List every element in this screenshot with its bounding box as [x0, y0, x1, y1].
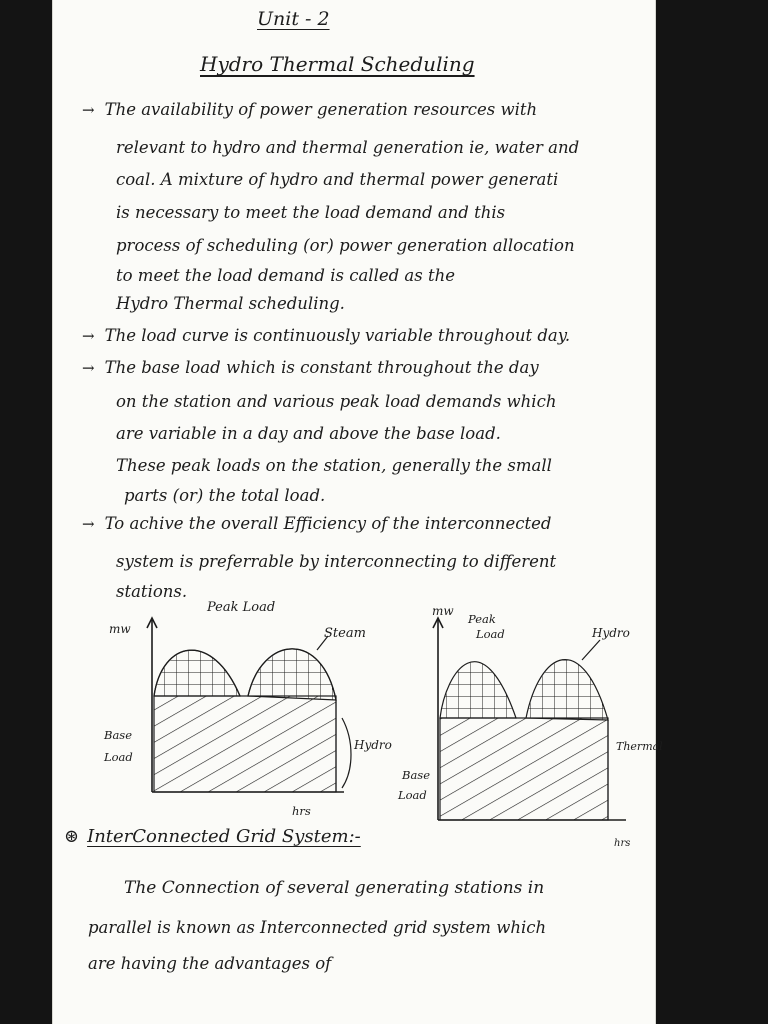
section-marker-icon: ⊛: [64, 826, 80, 847]
text-line: → The load curve is continuously variable throughout day.: [82, 326, 571, 345]
text-line: coal. A mixture of hydro and thermal power generati: [116, 170, 559, 189]
text-line: are having the advantages of: [88, 954, 332, 973]
text-line: process of scheduling (or) power generation allocation: [116, 236, 575, 255]
base-label: Base: [104, 728, 133, 742]
base-load-area: [154, 696, 336, 792]
text-line: to meet the load demand is called as the: [116, 266, 455, 285]
text-line: parallel is known as Interconnected grid system which: [88, 918, 547, 937]
load-curve-diagram-left: [92, 600, 432, 820]
bullet-arrow-icon: →: [82, 101, 95, 119]
y-axis-label: mw: [109, 622, 131, 636]
text-line: relevant to hydro and thermal generation ie, water and: [116, 138, 580, 157]
base-label: Base: [402, 768, 431, 782]
steam-label: Steam: [324, 626, 366, 641]
x-axis-label: hrs: [614, 838, 631, 849]
peak-label: Peak: [468, 612, 496, 626]
notebook-page: [52, 0, 663, 1024]
peak-load-label: Peak Load: [207, 600, 276, 615]
page-title: Hydro Thermal Scheduling: [200, 52, 475, 76]
text-line: are variable in a day and above the base load.: [116, 424, 501, 443]
peak-load-label: Load: [476, 627, 505, 641]
load-label: Load: [398, 788, 427, 802]
text-line: → The base load which is constant throughout the day: [82, 358, 539, 377]
text-line: Hydro Thermal scheduling.: [116, 294, 345, 313]
text-line: stations.: [116, 582, 188, 601]
text-line: → The availability of power generation resources with: [82, 100, 538, 119]
bullet-arrow-icon: →: [82, 515, 95, 533]
text-line: → To achive the overall Efficiency of the interconnected: [82, 514, 552, 533]
text-line: These peak loads on the station, generally the small: [116, 456, 552, 475]
text-line: system is preferrable by interconnecting to different: [116, 552, 557, 571]
x-axis-label: hrs: [292, 804, 311, 818]
text-line: on the station and various peak load demands which: [116, 392, 557, 411]
hydro-label: Hydro: [592, 626, 630, 640]
text-line: The Connection of several generating stations in: [124, 878, 545, 898]
section-heading: ⊛ InterConnected Grid System:-: [64, 826, 361, 847]
bullet-arrow-icon: →: [82, 359, 95, 377]
y-axis-label: mw: [432, 604, 454, 618]
text-line: parts (or) the total load.: [124, 486, 326, 505]
text-line: is necessary to meet the load demand and this: [116, 203, 506, 222]
bullet-arrow-icon: →: [82, 327, 95, 345]
load-label: Load: [104, 750, 133, 764]
unit-title: Unit - 2: [257, 8, 330, 30]
thermal-label: Thermal: [616, 740, 663, 753]
hydro-label: Hydro: [354, 738, 392, 752]
